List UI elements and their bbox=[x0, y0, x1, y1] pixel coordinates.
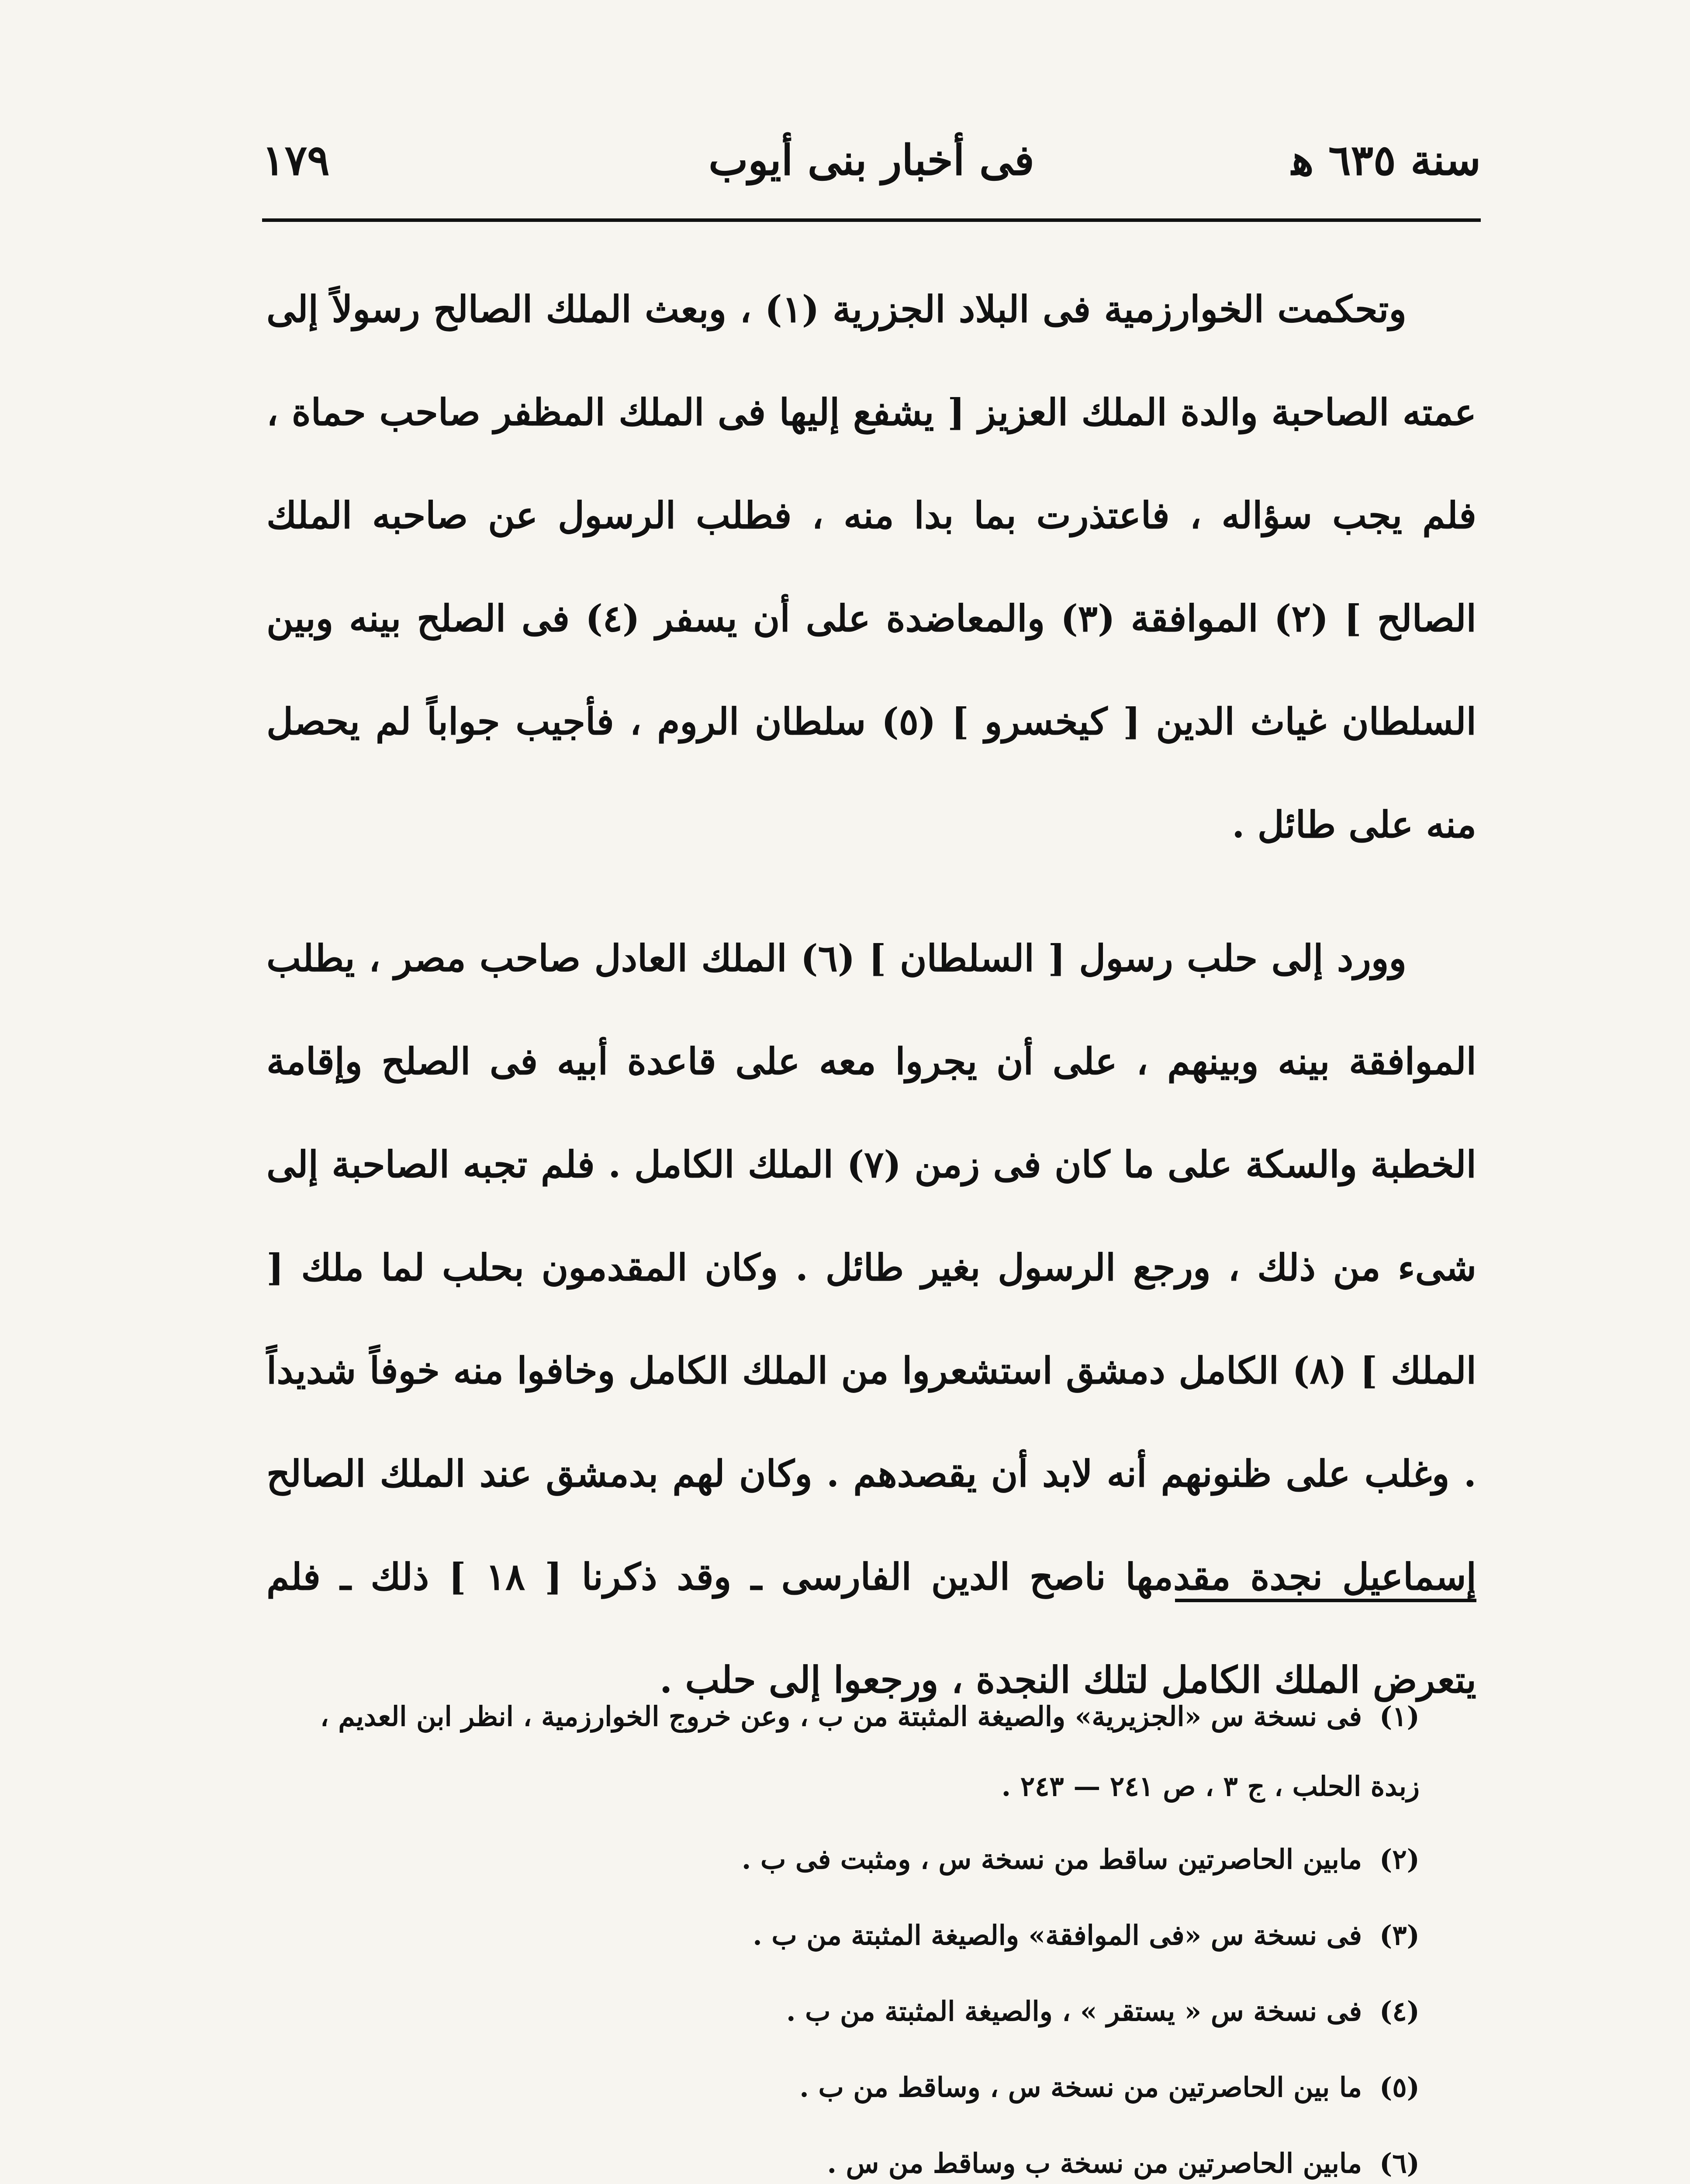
footnote-1 bbox=[266, 1682, 1476, 1821]
footnote-text: ما بين الحاصرتين من نسخة س ، وساقط من ب . bbox=[799, 2071, 1362, 2103]
footnote-text: مابين الحاصرتين ساقط من نسخة س ، ومثبت فى ب . bbox=[741, 1843, 1362, 1875]
footnote-6 bbox=[266, 2125, 1476, 2184]
footnote-text: فى نسخة س « يستقر » ، والصيغة المثبتة من ب . bbox=[786, 1995, 1362, 2027]
footnote-separator bbox=[1175, 1599, 1476, 1602]
footnote-number: (٢) bbox=[1379, 1843, 1420, 1875]
footnote-number: (٦) bbox=[1379, 2147, 1420, 2179]
footnote-number: (١) bbox=[1379, 1700, 1420, 1732]
footnote-5 bbox=[266, 2049, 1476, 2125]
footnote-4 bbox=[266, 1973, 1476, 2049]
header-title: فى أخبار بنى أيوب bbox=[708, 135, 1034, 185]
main-text bbox=[266, 258, 1476, 1731]
footnotes bbox=[266, 1682, 1476, 2184]
header-rule bbox=[262, 218, 1481, 222]
paragraph-2: وورد إلى حلب رسول [ السلطان ] (٦) الملك العادل صاحب مصر ، يطلب الموافقة بينه وبينهم ، على أن يجروا معه على قاعدة أبيه فى الصلح وإقامة الخطبة والسكة على ما كان فى زمن (٧) الملك الكامل . فلم تجبه الصاحبة إلى شىء من ذلك ، ورجع الرسول بغير طائل . وكان المقدمون بحلب لما ملك [ الملك ] (٨) الكامل دمشق استشعروا من الملك الكامل وخافوا منه خوفاً شديداً . وغلب على ظنونهم أنه لابد أن يقصدهم . وكان لهم بدمشق عند الملك الصالح إسماعيل نجدة مقدمها ناصح الدين الفارسى ـ وقد ذكرنا [ ١٨ ] ذلك ـ فلم يتعرض الملك الكامل لتلك النجدة ، ورجعوا إلى حلب . bbox=[266, 936, 1477, 1701]
footnote-number: (٥) bbox=[1379, 2071, 1420, 2103]
running-header bbox=[262, 131, 1481, 210]
paragraph-1: وتحكمت الخوارزمية فى البلاد الجزرية (١) ، وبعث الملك الصالح رسولاً إلى عمته الصاحبة والدة الملك العزيز [ يشفع إليها فى الملك المظفر صاحب حماة ، فلم يجب سؤاله ، فاعتذرت بما بدا منه ، فطلب الرسول عن صاحبه الملك الصالح ] (٢) الموافقة (٣) والمعاضدة على أن يسفر (٤) فى الصلح بينه وبين السلطان غياث الدين [ كيخسرو ] (٥) سلطان الروم ، فأجيب جواباً لم يحصل منه على طائل . bbox=[266, 287, 1477, 846]
header-year: سنة ٦٣٥ ﻫ bbox=[1291, 135, 1481, 185]
footnote-2 bbox=[266, 1821, 1476, 1897]
page-number: ١٧٩ bbox=[262, 135, 330, 185]
footnote-text: فى نسخة س «فى الموافقة» والصيغة المثبتة من ب . bbox=[753, 1919, 1362, 1951]
footnote-text: فى نسخة س «الجزيرية» والصيغة المثبتة من ب ، وعن خروج الخوارزمية ، انظر ابن العديم ، زبدة الحلب ، ج ٣ ، ص ٢٤١ — ٢٤٣ . bbox=[320, 1700, 1420, 1802]
footnote-3 bbox=[266, 1897, 1476, 1973]
footnote-number: (٤) bbox=[1379, 1995, 1420, 2027]
footnote-number: (٣) bbox=[1379, 1919, 1420, 1951]
footnote-text: مابين الحاصرتين من نسخة ب وساقط من س . bbox=[827, 2147, 1362, 2179]
